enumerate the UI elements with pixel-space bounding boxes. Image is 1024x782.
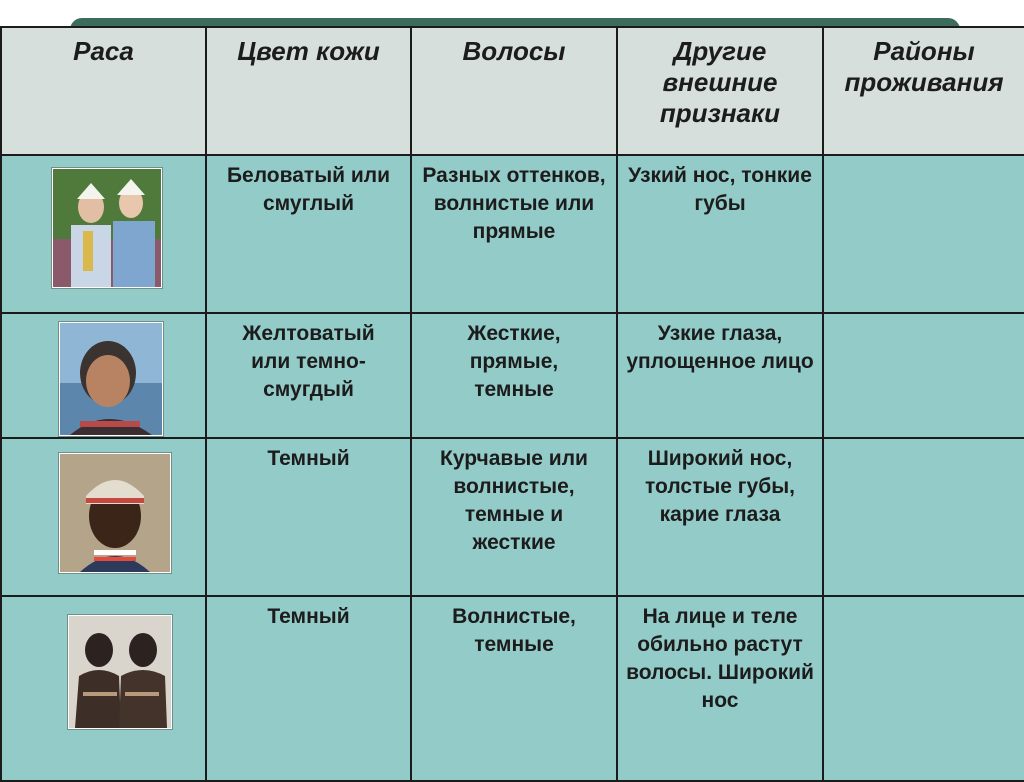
- table-row: [1, 596, 1024, 781]
- two-men-portrait-photo: [68, 615, 172, 729]
- hair-cell: Волнистые, темные: [411, 596, 617, 781]
- skin-color-cell: Темный: [206, 596, 411, 781]
- elderly-woman-portrait-photo: [59, 322, 163, 436]
- header-skin-color: Цвет кожи: [206, 27, 411, 155]
- header-regions: Районы проживания: [823, 27, 1024, 155]
- young-woman-with-beaded-headdress-photo: [59, 453, 171, 573]
- other-features-cell: Узкий нос, тонкие губы: [617, 155, 823, 313]
- slide-top-band: [70, 0, 960, 28]
- header-race: Раса: [1, 27, 206, 155]
- regions-cell[interactable]: [823, 155, 1024, 313]
- race-photo-cell: [1, 438, 206, 596]
- other-features-cell: Широкий нос, толстые губы, карие глаза: [617, 438, 823, 596]
- other-features-cell: Узкие глаза, уплощенное лицо: [617, 313, 823, 438]
- race-photo-cell: [1, 313, 206, 438]
- header-hair: Волосы: [411, 27, 617, 155]
- table-row: [1, 313, 1024, 438]
- header-other-features: Другие внешние признаки: [617, 27, 823, 155]
- header-row: [1, 27, 1024, 155]
- skin-color-cell: Темный: [206, 438, 411, 596]
- hair-cell: Жесткие, прямые, темные: [411, 313, 617, 438]
- regions-cell[interactable]: [823, 438, 1024, 596]
- hair-cell: Курчавые или волнистые, темные и жесткие: [411, 438, 617, 596]
- hair-cell: Разных оттенков, волнистые или прямые: [411, 155, 617, 313]
- other-features-cell: На лице и теле обильно растут волосы. Широкий нос: [617, 596, 823, 781]
- skin-color-cell: Желтоватый или темно-смугдый: [206, 313, 411, 438]
- race-photo-cell: [1, 155, 206, 313]
- regions-cell[interactable]: [823, 313, 1024, 438]
- races-table: [0, 26, 1024, 782]
- table-row: [1, 155, 1024, 313]
- two-women-in-traditional-headdress-photo: [52, 168, 162, 288]
- table-row: [1, 438, 1024, 596]
- skin-color-cell: Беловатый или смуглый: [206, 155, 411, 313]
- race-photo-cell: [1, 596, 206, 781]
- regions-cell[interactable]: [823, 596, 1024, 781]
